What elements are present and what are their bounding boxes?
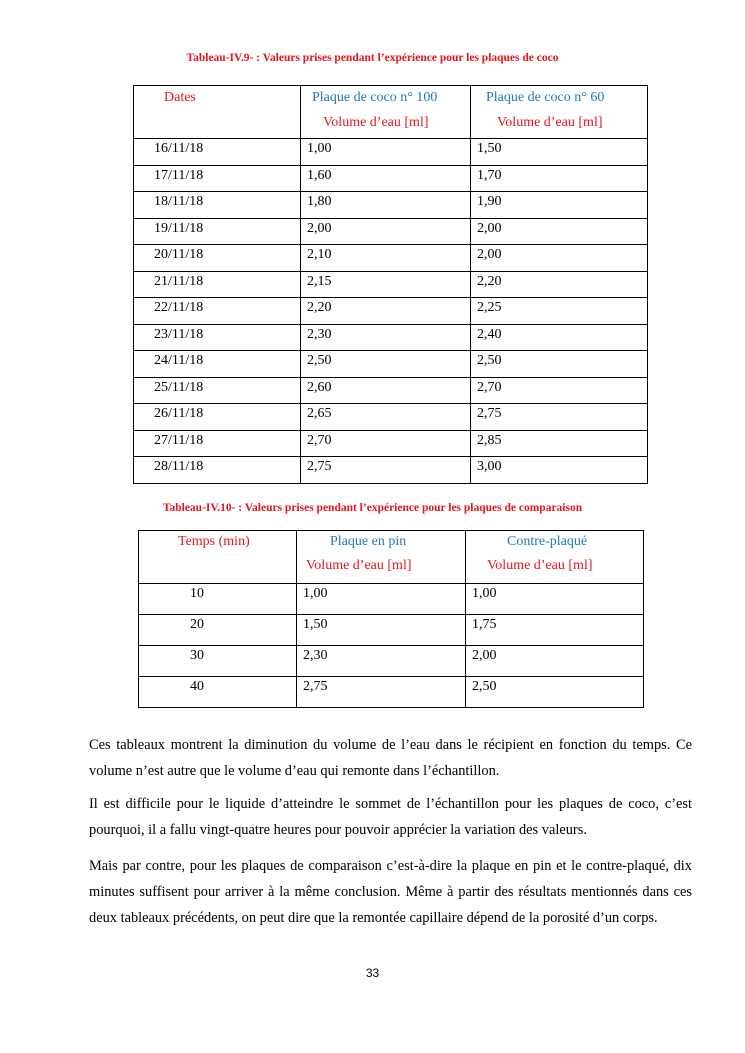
table-cell: 18/11/18 <box>134 192 301 219</box>
table-cell: 2,50 <box>466 677 644 708</box>
table-row <box>134 324 648 351</box>
table-row <box>134 457 648 484</box>
table-cell: 19/11/18 <box>134 218 301 245</box>
table1-header-coco100 <box>301 86 471 139</box>
header-title: Contre-plaqué <box>507 534 588 549</box>
table-cell: 40 <box>139 677 297 708</box>
table1-caption: Tableau-IV.9- : Valeurs prises pendant l’expérience pour les plaques de coco <box>186 52 559 64</box>
table-cell: 20/11/18 <box>134 245 301 272</box>
table-cell: 2,85 <box>471 430 648 457</box>
table-cell: 2,65 <box>301 404 471 431</box>
table-cell: 20 <box>139 615 297 646</box>
table-cell: 25/11/18 <box>134 377 301 404</box>
table-row <box>134 271 648 298</box>
table-cell: 1,00 <box>297 584 466 615</box>
table2-header-temps <box>139 531 297 584</box>
table1-header-row <box>134 86 648 139</box>
table-row <box>134 139 648 166</box>
table-row <box>134 298 648 325</box>
table-cell: 17/11/18 <box>134 165 301 192</box>
table-cell: 2,50 <box>301 351 471 378</box>
table-cell: 3,00 <box>471 457 648 484</box>
table-cell: 26/11/18 <box>134 404 301 431</box>
table-row <box>134 245 648 272</box>
table-cell: 27/11/18 <box>134 430 301 457</box>
table-row <box>139 584 644 615</box>
paragraph-3: Mais par contre, pour les plaques de comparaison c’est-à-dire la plaque en pin et le contre-plaqué, dix minutes suffisent pour arriver à la même conclusion. Même à partir des résultats mentionnés dans ces deux tableaux précédents, on peut dire que la remontée capillaire dépend de la porosité d’un corps. <box>89 858 692 926</box>
header-sub: Volume d’eau [ml] <box>306 558 412 573</box>
table-cell: 2,40 <box>471 324 648 351</box>
table-cell: 2,10 <box>301 245 471 272</box>
table-cell: 1,50 <box>297 615 466 646</box>
table-cell: 22/11/18 <box>134 298 301 325</box>
table-cell: 2,75 <box>297 677 466 708</box>
table-row <box>134 404 648 431</box>
table-row <box>134 430 648 457</box>
table-comparaison <box>138 530 644 708</box>
table-cell: 2,75 <box>301 457 471 484</box>
header-sub: Volume d’eau [ml] <box>497 115 603 130</box>
table-cell: 2,20 <box>471 271 648 298</box>
table-cell: 2,50 <box>471 351 648 378</box>
table1-header-dates <box>134 86 301 139</box>
table-cell: 1,75 <box>466 615 644 646</box>
header-title: Plaque de coco n° 100 <box>312 90 438 105</box>
table2-header-row <box>139 531 644 584</box>
table-coco <box>133 85 648 484</box>
table-cell: 23/11/18 <box>134 324 301 351</box>
table-row <box>139 615 644 646</box>
header-title: Plaque en pin <box>330 534 407 549</box>
table-row <box>139 646 644 677</box>
table1-header-coco60 <box>471 86 648 139</box>
table-cell: 1,50 <box>471 139 648 166</box>
header-text: Temps (min) <box>178 534 250 549</box>
table-cell: 2,00 <box>466 646 644 677</box>
table2-header-contreplaque <box>466 531 644 584</box>
table-cell: 2,60 <box>301 377 471 404</box>
paragraph-1: Ces tableaux montrent la diminution du volume de l’eau dans le récipient en fonction du temps. Ce volume n’est autre que le volume d’eau qui remonte dans l’échantillon. <box>89 737 692 779</box>
header-sub: Volume d’eau [ml] <box>487 558 593 573</box>
table-cell: 1,80 <box>301 192 471 219</box>
table2-header-pin <box>297 531 466 584</box>
table-cell: 2,30 <box>297 646 466 677</box>
table-cell: 16/11/18 <box>134 139 301 166</box>
table-cell: 2,00 <box>471 218 648 245</box>
table-cell: 2,00 <box>301 218 471 245</box>
table-cell: 1,90 <box>471 192 648 219</box>
table-cell: 1,00 <box>466 584 644 615</box>
table-cell: 2,00 <box>471 245 648 272</box>
table-cell: 2,25 <box>471 298 648 325</box>
table-cell: 2,75 <box>471 404 648 431</box>
table-cell: 28/11/18 <box>134 457 301 484</box>
table-cell: 2,20 <box>301 298 471 325</box>
page-number: 33 <box>365 966 380 980</box>
table-cell: 24/11/18 <box>134 351 301 378</box>
table-row <box>139 677 644 708</box>
paragraph-2: Il est difficile pour le liquide d’atteindre le sommet de l’échantillon pour les plaques de coco, c’est pourquoi, il a fallu vingt-quatre heures pour pouvoir apprécier la variation des valeurs. <box>89 796 692 838</box>
table-row <box>134 165 648 192</box>
table-cell: 2,30 <box>301 324 471 351</box>
table-cell: 21/11/18 <box>134 271 301 298</box>
table-cell: 10 <box>139 584 297 615</box>
header-title: Plaque de coco n° 60 <box>486 90 605 105</box>
table2-caption: Tableau-IV.10- : Valeurs prises pendant l’expérience pour les plaques de comparaison <box>162 502 583 514</box>
header-sub: Volume d’eau [ml] <box>323 115 429 130</box>
table-cell: 2,15 <box>301 271 471 298</box>
table-cell: 2,70 <box>301 430 471 457</box>
table-row <box>134 218 648 245</box>
table-cell: 1,60 <box>301 165 471 192</box>
table-cell: 1,00 <box>301 139 471 166</box>
table-row <box>134 192 648 219</box>
table-row <box>134 377 648 404</box>
table-cell: 2,70 <box>471 377 648 404</box>
table-cell: 1,70 <box>471 165 648 192</box>
table-row <box>134 351 648 378</box>
table-cell: 30 <box>139 646 297 677</box>
header-text: Dates <box>164 90 196 105</box>
